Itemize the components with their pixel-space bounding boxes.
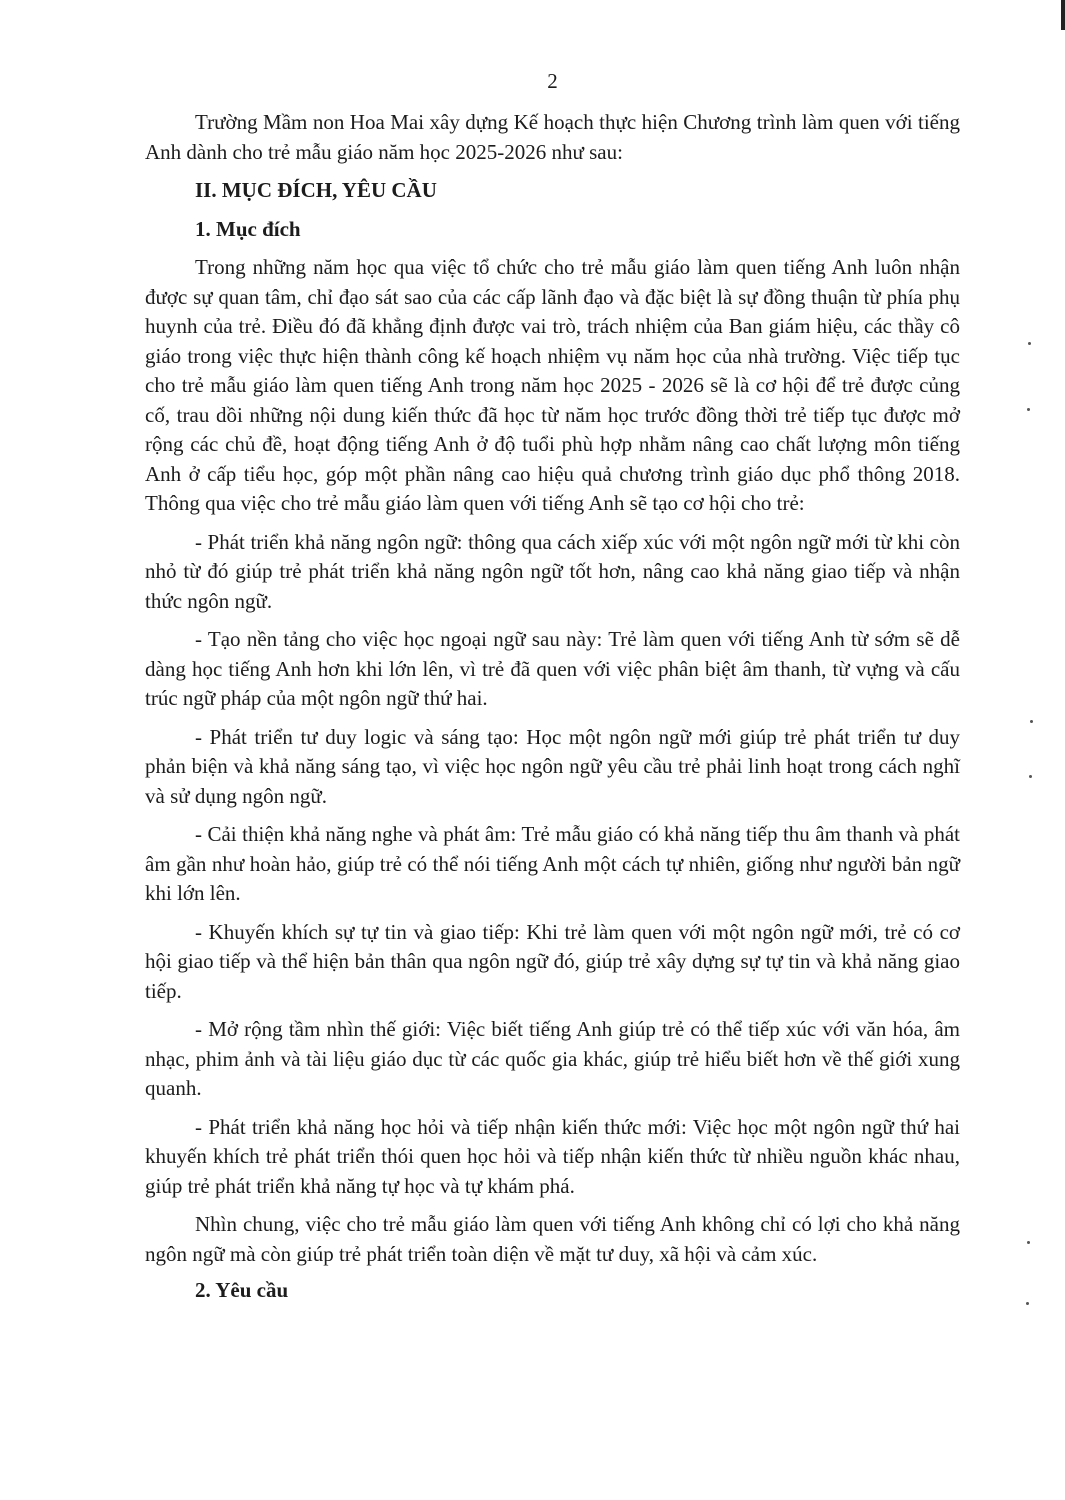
scan-speck <box>1030 720 1033 723</box>
intro-paragraph: Trường Mầm non Hoa Mai xây dựng Kế hoạch thực hiện Chương trình làm quen với tiếng Anh dành cho trẻ mẫu giáo năm học 2025-2026 như sau: <box>145 110 960 164</box>
benefit-item: - Phát triển khả năng học hỏi và tiếp nhận kiến thức mới: Việc học một ngôn ngữ thứ hai khuyến khích trẻ phát triển thói quen học hỏi và tiếp nhận kiến thức từ nhiều nguồn khác nhau, giúp trẻ phát triển khả năng tự học và tự khám phá. <box>145 1114 960 1198</box>
benefit-item: - Cải thiện khả năng nghe và phát âm: Trẻ mẫu giáo có khả năng tiếp thu âm thanh và phát âm gần như hoàn hảo, giúp trẻ có thể nói tiếng Anh một cách tự nhiên, giống như người bản ngữ khi lớn lên. <box>145 822 960 905</box>
scan-speck <box>1026 1302 1029 1305</box>
benefit-item: - Khuyến khích sự tự tin và giao tiếp: Khi trẻ làm quen với một ngôn ngữ mới, trẻ có cơ hội giao tiếp và thể hiện bản thân qua ngôn ngữ đó, giúp trẻ xây dựng sự tự tin và khả năng giao tiếp. <box>145 919 960 1003</box>
page-number: 2 <box>547 69 558 93</box>
benefit-item: - Phát triển tư duy logic và sáng tạo: Học một ngôn ngữ mới giúp trẻ phát triển tư duy phản biện và khả năng sáng tạo, vì việc học ngôn ngữ yêu cầu trẻ phải linh hoạt trong cách nghĩ và sử dụng ngôn ngữ. <box>145 724 960 808</box>
purpose-paragraph: Trong những năm học qua việc tổ chức cho trẻ mẫu giáo làm quen tiếng Anh luôn nhận được sự quan tâm, chỉ đạo sát sao của các cấp lãnh đạo và đặc biệt là sự đồng thuận từ phía phụ huynh của trẻ. Điều đó đã khẳng định được vai trò, trách nhiệm của Ban giám hiệu, các thầy cô giáo trong việc thực hiện thành công kế hoạch nhiệm vụ năm học của nhà trường. Việc tiếp tục cho trẻ mẫu giáo làm quen tiếng Anh trong năm học 2025 - 2026 sẽ là cơ hội để trẻ được củng cố, trau dồi những nội dung kiến thức đã học từ năm học trước đồng thời trẻ tiếp tục được mở rộng các chủ đề, hoạt động tiếng Anh ở độ tuổi phù hợp nhằm nâng cao chất lượng môn tiếng Anh ở cấp tiểu học, góp một phần nâng cao hiệu quả chương trình giáo dục phổ thông 2018. Thông qua việc cho trẻ mẫu giáo làm quen với tiếng Anh sẽ tạo cơ hội cho trẻ: <box>145 255 960 515</box>
benefit-item: - Phát triển khả năng ngôn ngữ: thông qua cách xiếp xúc với một ngôn ngữ mới từ khi còn nhỏ từ đó giúp trẻ phát triển khả năng ngôn ngữ tốt hơn, nâng cao khả năng giao tiếp và nhận thức ngôn ngữ. <box>145 529 960 613</box>
subsection-requirements-title: 2. Yêu cầu <box>195 1278 289 1302</box>
section-title: II. MỤC ĐÍCH, YÊU CẦU <box>195 178 437 202</box>
conclusion-paragraph: Nhìn chung, việc cho trẻ mẫu giáo làm quen với tiếng Anh không chỉ có lợi cho khả năng ngôn ngữ mà còn giúp trẻ phát triển toàn diện về mặt tư duy, xã hội và cảm xúc. <box>145 1212 960 1266</box>
subsection-purpose-title: 1. Mục đích <box>195 216 301 241</box>
scan-speck <box>1029 775 1032 778</box>
benefit-item: - Tạo nền tảng cho việc học ngoại ngữ sau này: Trẻ làm quen với tiếng Anh từ sớm sẽ dễ dàng học tiếng Anh hơn khi lớn lên, vì trẻ đã quen với việc phân biệt âm thanh, từ vựng và cấu trúc ngữ pháp của một ngôn ngữ thứ hai. <box>145 627 960 710</box>
benefit-item: - Mở rộng tầm nhìn thế giới: Việc biết tiếng Anh giúp trẻ có thể tiếp xúc với văn hóa, âm nhạc, phim ảnh và tài liệu giáo dục từ các quốc gia khác, giúp trẻ hiểu biết hơn về thế giới xung quanh. <box>145 1017 960 1100</box>
scan-speck <box>1027 1241 1030 1244</box>
scan-speck <box>1028 342 1031 345</box>
document-page <box>145 66 960 1315</box>
scan-speck <box>1027 408 1030 411</box>
scan-edge-mark <box>1061 0 1065 30</box>
